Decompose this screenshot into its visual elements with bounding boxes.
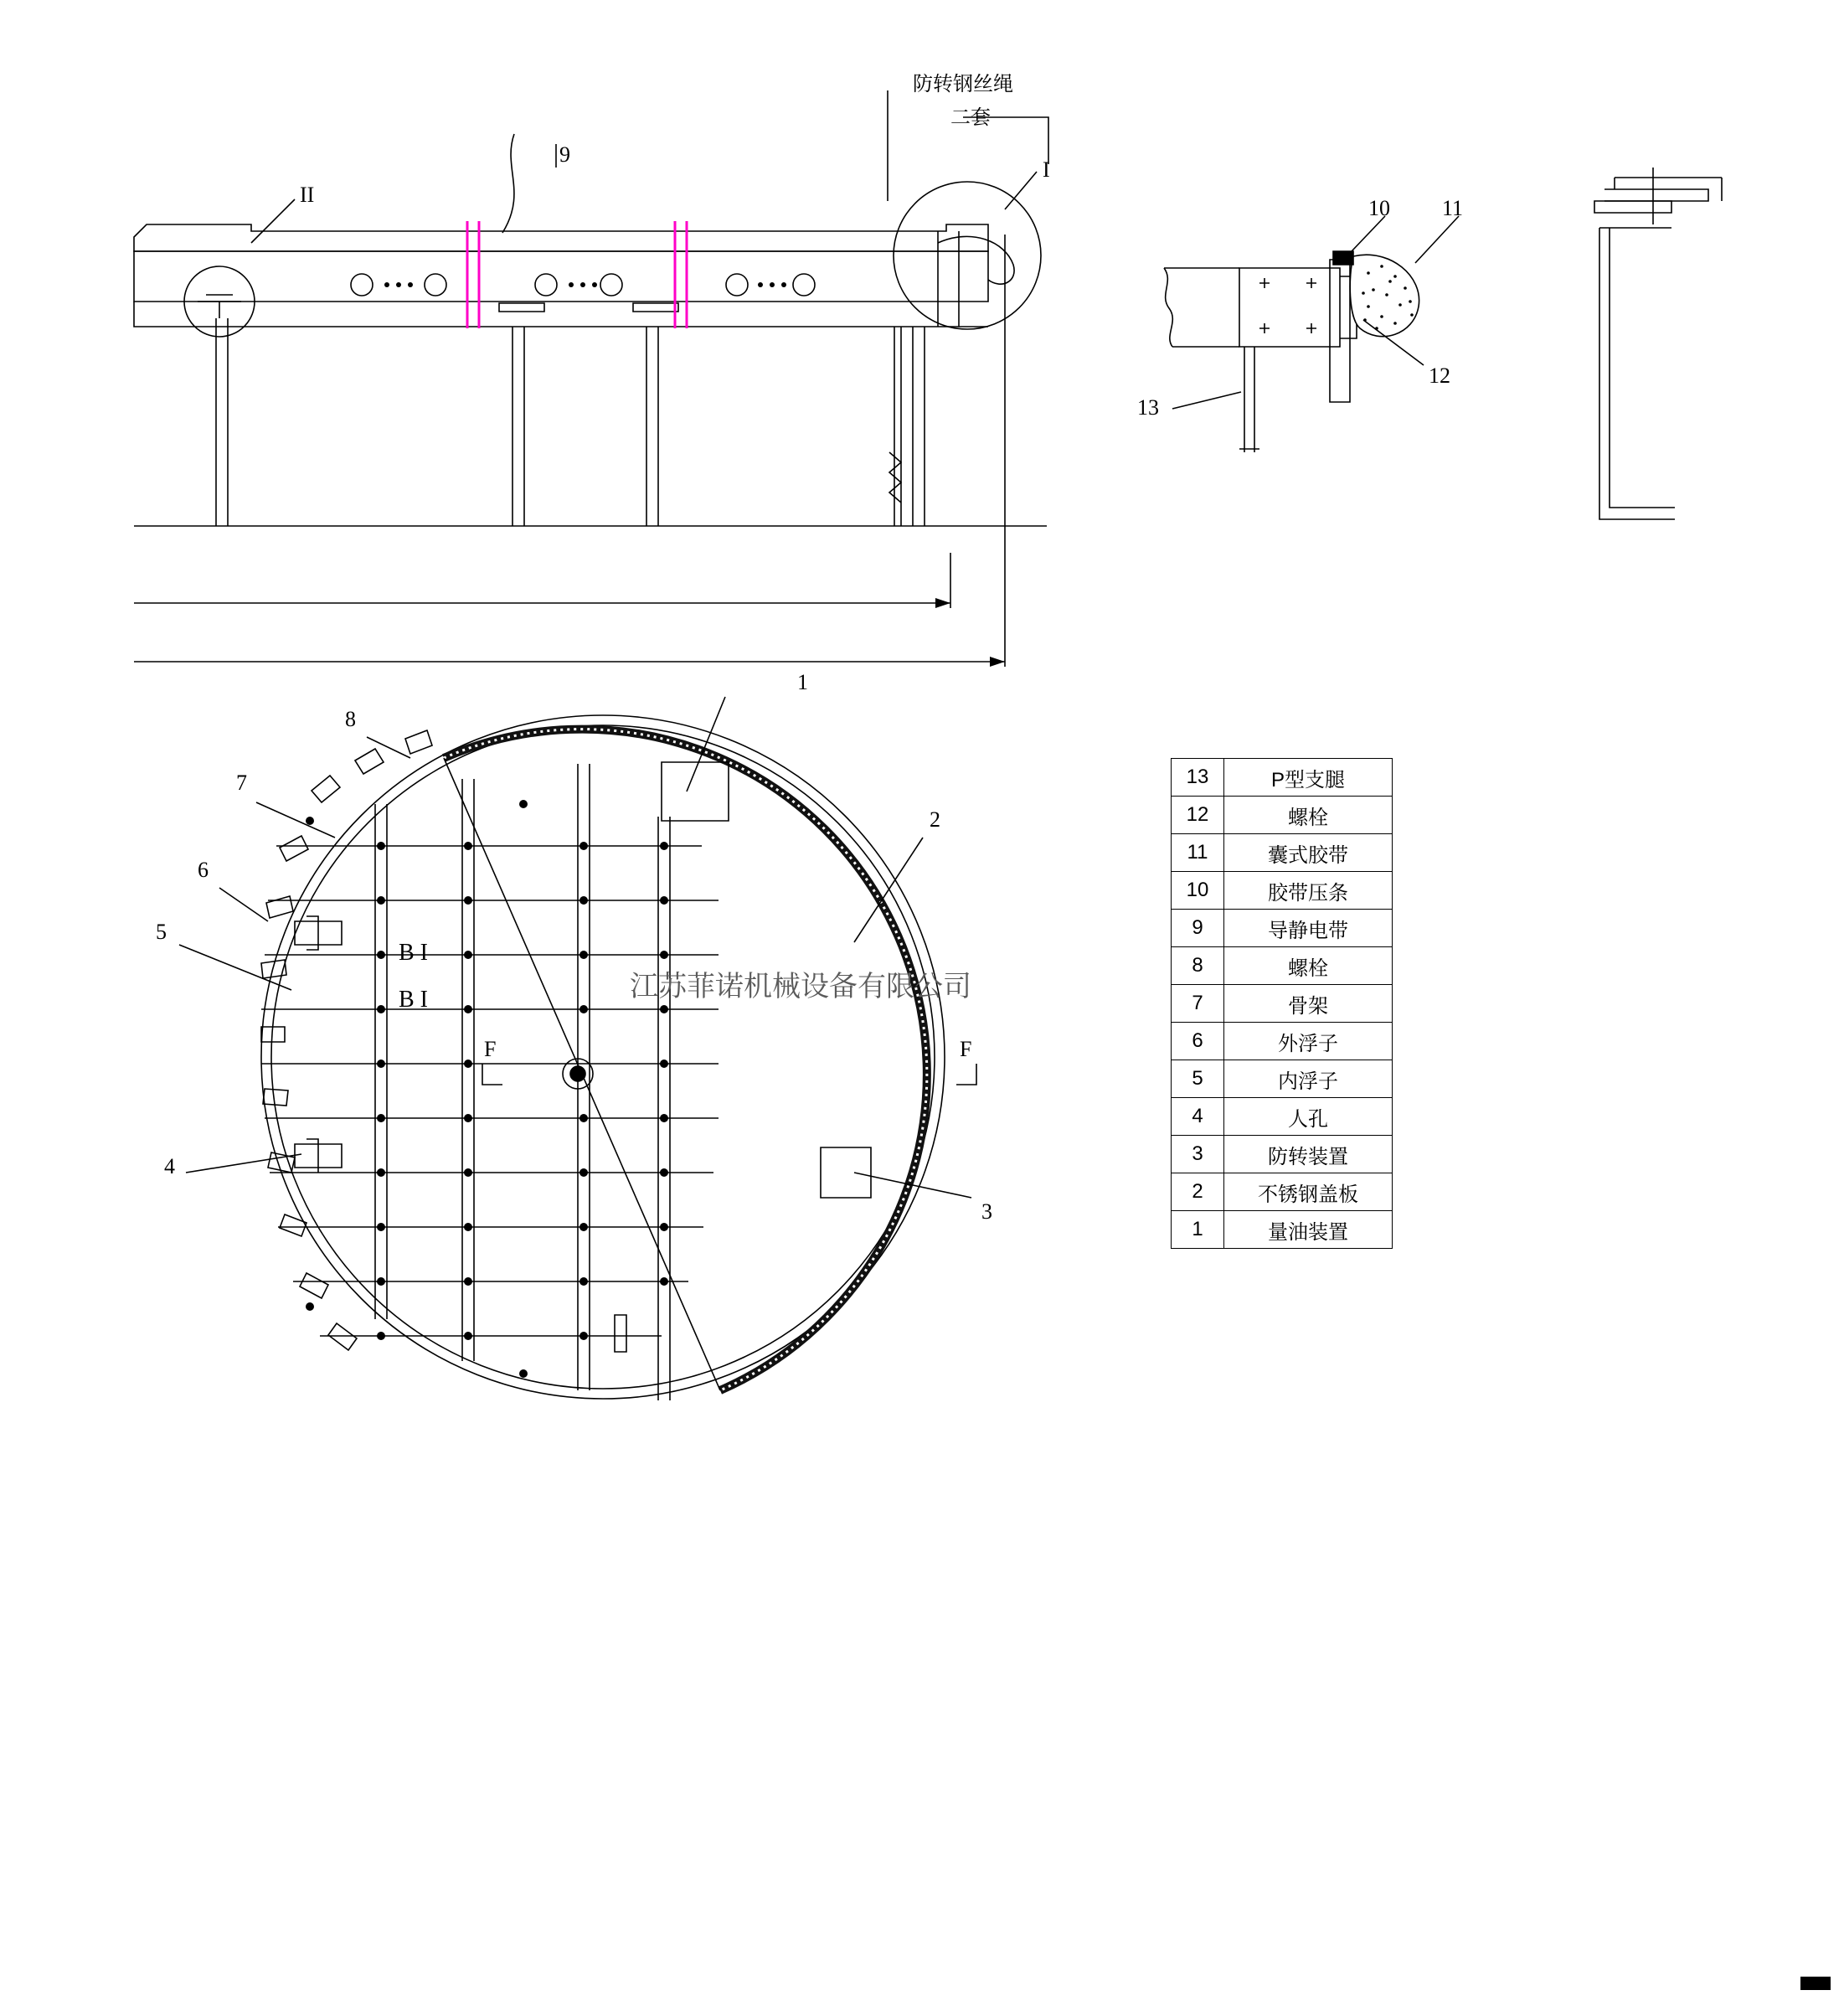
part-name: 内浮子	[1224, 1060, 1393, 1098]
part-name: 螺栓	[1224, 797, 1393, 834]
table-row	[1172, 797, 1393, 834]
callout-12: 12	[1429, 363, 1450, 388]
table-row	[1172, 1098, 1393, 1136]
callout-1: 1	[797, 670, 808, 694]
note-two-sets: 二套	[950, 106, 991, 129]
part-index: 11	[1172, 834, 1224, 872]
callout-3: 3	[981, 1199, 992, 1224]
detail-II-pontoon-edge	[1594, 168, 1722, 519]
section-mark-II: II	[300, 183, 315, 207]
part-name: 胶带压条	[1224, 872, 1393, 910]
section-mark-F-right: F	[960, 1037, 972, 1061]
table-row	[1172, 1060, 1393, 1098]
parts-list-table	[1171, 758, 1393, 1249]
part-index: 4	[1172, 1098, 1224, 1136]
note-anti-rotation-rope: 防转钢丝绳	[913, 73, 1013, 95]
table-row	[1172, 1173, 1393, 1211]
callout-10: 10	[1368, 196, 1390, 220]
part-index: 7	[1172, 985, 1224, 1023]
table-row	[1172, 759, 1393, 797]
part-name: 人孔	[1224, 1098, 1393, 1136]
part-name: 防转装置	[1224, 1136, 1393, 1173]
part-index: 5	[1172, 1060, 1224, 1098]
callout-8: 8	[345, 707, 356, 731]
plan-view-floating-roof	[179, 697, 976, 1400]
part-index: 12	[1172, 797, 1224, 834]
table-row	[1172, 1136, 1393, 1173]
section-mark-F-left: F	[484, 1037, 497, 1061]
callout-5: 5	[156, 920, 167, 944]
part-name: 量油装置	[1224, 1211, 1393, 1249]
elevation-view-main	[134, 90, 1048, 667]
part-index: 10	[1172, 872, 1224, 910]
part-index: 3	[1172, 1136, 1224, 1173]
table-row	[1172, 834, 1393, 872]
part-name: 骨架	[1224, 985, 1393, 1023]
plan-label-b1-upper: B I	[399, 940, 428, 966]
callout-9: 9	[559, 142, 570, 167]
callout-7: 7	[236, 771, 247, 795]
callout-4: 4	[164, 1154, 175, 1178]
detail-I-rim-seal	[1164, 216, 1459, 452]
part-index: 1	[1172, 1211, 1224, 1249]
part-name: 螺栓	[1224, 947, 1393, 985]
part-index: 9	[1172, 910, 1224, 947]
table-row	[1172, 947, 1393, 985]
callout-13: 13	[1137, 395, 1159, 420]
section-mark-I: I	[1043, 157, 1050, 182]
part-name: 外浮子	[1224, 1023, 1393, 1060]
part-name: 不锈钢盖板	[1224, 1173, 1393, 1211]
table-row	[1172, 1023, 1393, 1060]
callout-2: 2	[930, 807, 940, 832]
table-row	[1172, 872, 1393, 910]
table-row	[1172, 1211, 1393, 1249]
part-name: P型支腿	[1224, 759, 1393, 797]
part-index: 13	[1172, 759, 1224, 797]
part-index: 2	[1172, 1173, 1224, 1211]
callout-11: 11	[1442, 196, 1464, 220]
part-index: 8	[1172, 947, 1224, 985]
part-index: 6	[1172, 1023, 1224, 1060]
part-name: 导静电带	[1224, 910, 1393, 947]
part-name: 囊式胶带	[1224, 834, 1393, 872]
plan-label-b1-lower: B I	[399, 987, 428, 1013]
company-watermark: 江苏菲诺机械设备有限公司	[630, 971, 971, 1003]
table-row	[1172, 910, 1393, 947]
table-row	[1172, 985, 1393, 1023]
callout-6: 6	[198, 858, 209, 882]
